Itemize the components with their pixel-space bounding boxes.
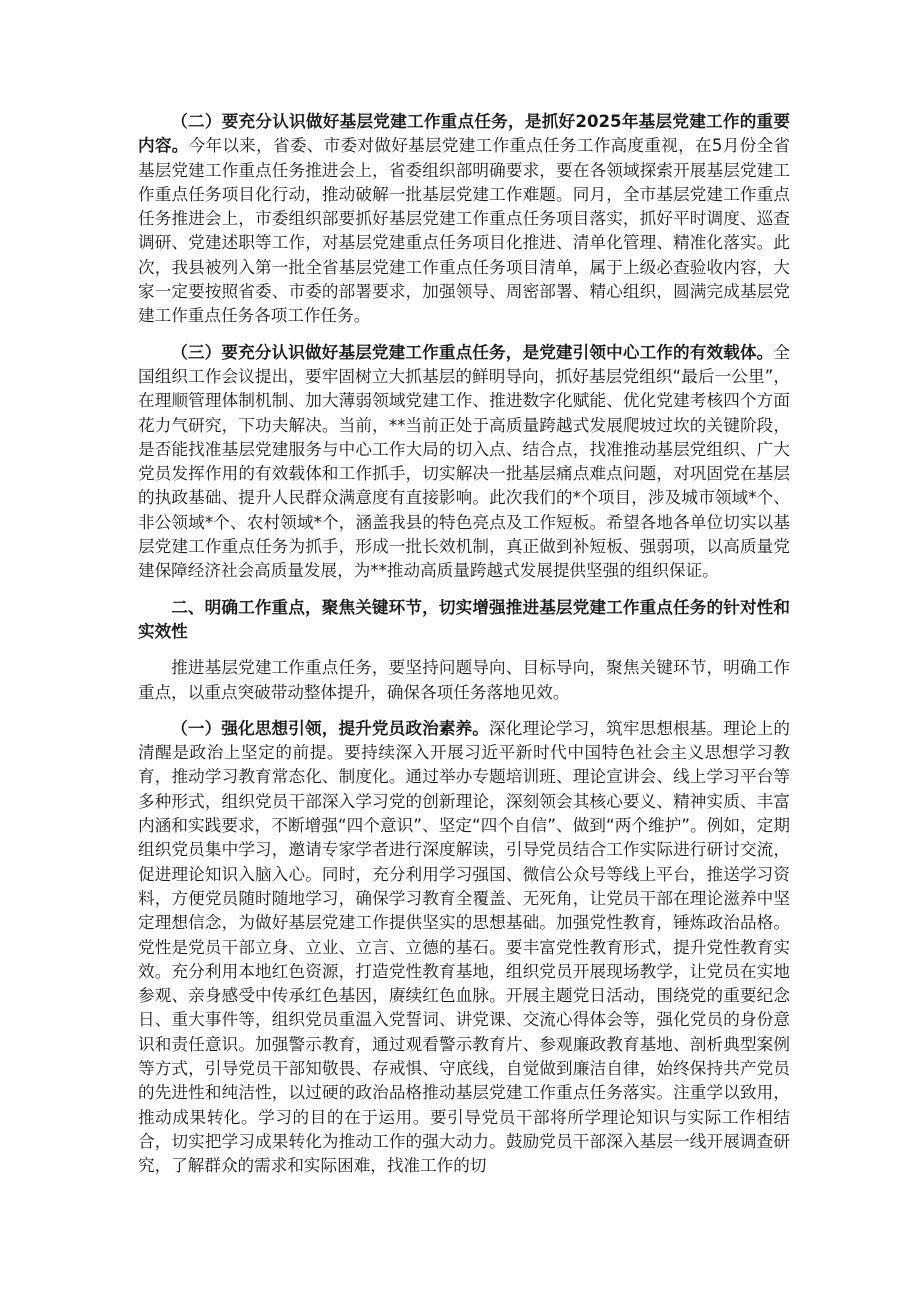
paragraph-2-lead: （二）要充分认识做好基层党建工作重点任务，是抓好2025年基层党建工作的重要内容。: [138, 112, 790, 156]
section-intro: 推进基层党建工作重点任务，要坚持问题导向、目标导向，聚焦关键环节，明确工作重点，以重点突破带动整体提升，确保各项任务落地见效。: [138, 658, 790, 702]
paragraph-2-body: 今年以来，省委、市委对做好基层党建工作重点任务工作高度重视，在5月份全省基层党建工作重点任务推进会上，省委组织部明确要求，要在各领域探索开展基层党建工作重点任务项目化行动，推动破解一批基层党建工作难题。同月，全市基层党建工作重点任务推进会上，市委组织部要抓好基层党建工作重点任务项目落实，抓好平时调度、巡查调研、党建述职等工作，对基层党建重点任务项目化推进、清单化管理、精准化落实。此次，我县被列入第一批全省基层党建工作重点任务项目清单，属于上级必查验收内容，大家一定要按照省委、市委的部署要求，加强领导、周密部署、精心组织，圆满完成基层党建工作重点任务各项工作任务。: [138, 136, 790, 326]
document-body: [138, 110, 790, 1190]
item-1-body: 深化理论学习，筑牢思想根基。理论上的清醒是政治上坚定的前提。要持续深入开展习近平新时代中国特色社会主义思想学习教育，推动学习教育常态化、制度化。通过举办专题培训班、理论宣讲会、线上学习平台等多种形式，组织党员干部深入学习党的创新理论，深刻领会其核心要义、精神实质、丰富内涵和实践要求，不断增强“四个意识”、坚定“四个自信”、做到“两个维护”。例如，定期组织党员集中学习，邀请专家学者进行深度解读，引导党员结合工作实际进行研讨交流，促进理论知识入脑入心。同时，充分利用学习强国、微信公众号等线上平台，推送学习资料，方便党员随时随地学习，确保学习教育全覆盖、无死角，让党员干部在理论滋养中坚定理想信念，为做好基层党建工作提供坚实的思想基础。加强党性教育，锤炼政治品格。党性是党员干部立身、立业、立言、立德的基石。要丰富党性教育形式，提升党性教育实效。充分利用本地红色资源，打造党性教育基地，组织党员开展现场教学，让党员在实地参观、亲身感受中传承红色基因，赓续红色血脉。开展主题党日活动，围绕党的重要纪念日、重大事件等，组织党员重温入党誓词、讲党课、交流心得体会等，强化党员的身份意识和责任意识。加强警示教育，通过观看警示教育片、参观廉政教育基地、剖析典型案例等方式，引导党员干部知敬畏、存戒惧、守底线，自觉做到廉洁自律，始终保持共产党员的先进性和纯洁性，以过硬的政治品格推动基层党建工作重点任务落实。注重学以致用，推动成果转化。学习的目的在于运用。要引导党员干部将所学理论知识与实际工作相结合，切实把学习成果转化为推动工作的强大动力。鼓励党员干部深入基层一线开展调查研究，了解群众的需求和实际困难，找准工作的切: [138, 718, 791, 1176]
paragraph-3-body: 全国组织工作会议提出，要牢固树立大抓基层的鲜明导向，抓好基层党组织“最后一公里”，在理顺管理体制机制、加大薄弱领域党建工作、推进数字化赋能、优化党建考核四个方面花力气研究，下功夫解决。当前，**当前正处于高质量跨越式发展爬坡过坎的关键阶段，是否能找准基层党建服务与中心工作大局的切入点、结合点，找准推动基层党组织、广大党员发挥作用的有效载体和工作抓手，切实解决一批基层痛点难点问题，对巩固党在基层的执政基础、提升人民群众满意度有直接影响。此次我们的*个项目，涉及城市领域*个、非公领域*个、农村领域*个，涵盖我县的特色亮点及工作短板。希望各地各单位切实以基层党建工作重点任务为抓手，形成一批长效机制，真正做到补短板、强弱项，以高质量党建保障经济社会高质量发展，为**推动高质量跨越式发展提供坚强的组织保证。: [138, 342, 790, 581]
paragraph-2: [138, 110, 790, 329]
item-1: [138, 717, 790, 1179]
paragraph-3-lead: （三）要充分认识做好基层党建工作重点任务，是党建引领中心工作的有效载体。: [171, 342, 774, 362]
section-heading: 二、明确工作重点，聚焦关键环节，切实增强推进基层党建工作重点任务的针对性和实效性: [138, 597, 790, 641]
paragraph-3: [138, 341, 790, 584]
item-1-lead: （一）强化思想引领，提升党员政治素养。: [171, 718, 490, 738]
